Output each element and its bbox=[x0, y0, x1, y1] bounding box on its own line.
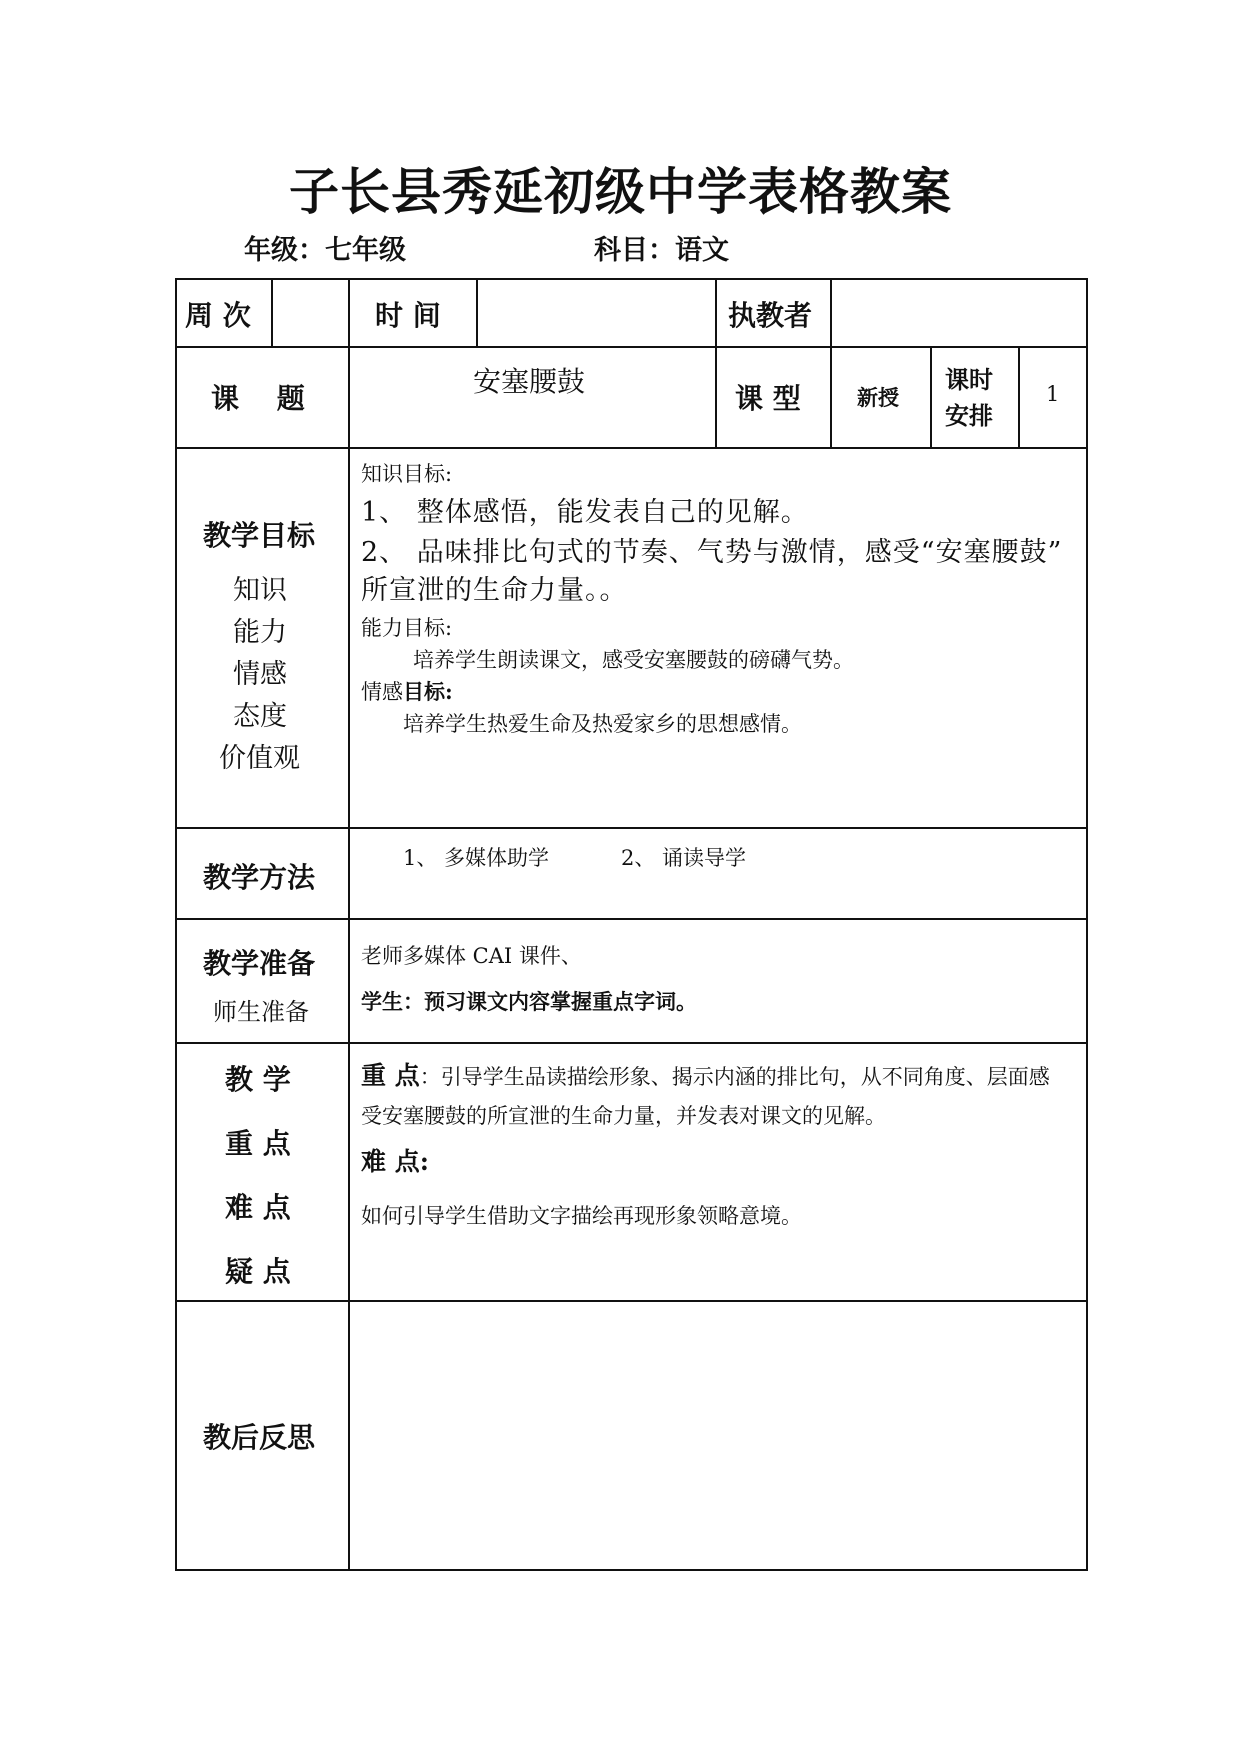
key-point-title: 重 点 bbox=[361, 1061, 420, 1090]
method-label: 教学方法 bbox=[203, 861, 316, 894]
focus-label: 教 学 bbox=[225, 1063, 291, 1096]
table-border bbox=[175, 1569, 1088, 1571]
ability-goal-title: 能力目标: bbox=[361, 616, 453, 640]
student-prep: 学生：预习课文内容掌握重点字词。 bbox=[361, 989, 697, 1014]
week-label: 周 次 bbox=[185, 299, 251, 332]
ability-goal-text: 培养学生朗读课文，感受安塞腰鼓的磅礴气势。 bbox=[413, 648, 854, 672]
method-item: 1、 多媒体助学 bbox=[403, 846, 550, 870]
teacher-label: 执教者 bbox=[728, 299, 813, 332]
lesson-type-value: 新授 bbox=[857, 385, 899, 410]
knowledge-goal-item: 2、 品味排比句式的节奏、气势与激情，感受“安塞腰鼓” bbox=[361, 537, 1063, 568]
reflection-label: 教后反思 bbox=[203, 1421, 316, 1454]
class-hours-label: 课时 bbox=[945, 365, 993, 394]
goals-label: 教学目标 bbox=[203, 519, 316, 552]
column-divider bbox=[348, 278, 350, 1570]
column-divider bbox=[476, 278, 478, 346]
emotion-goal-title bbox=[361, 676, 453, 706]
key-point bbox=[361, 1056, 1050, 1092]
table-border bbox=[1086, 278, 1088, 1570]
knowledge-goal-title: 知识目标: bbox=[361, 462, 453, 486]
focus-label: 重 点 bbox=[225, 1127, 291, 1160]
row-divider bbox=[175, 1042, 1088, 1044]
knowledge-goal-item: 1、 整体感悟，能发表自己的见解。 bbox=[361, 497, 809, 528]
goals-sub-label: 能力 bbox=[233, 617, 287, 648]
class-hours-label: 安排 bbox=[945, 401, 993, 430]
class-hours-value: 1 bbox=[1046, 382, 1060, 406]
row-divider bbox=[175, 918, 1088, 920]
key-point-text: 受安塞腰鼓的所宣泄的生命力量，并发表对课文的见解。 bbox=[361, 1104, 886, 1128]
emotion-goal-text: 培养学生热爱生命及热爱家乡的思想感情。 bbox=[403, 712, 802, 736]
prep-label: 教学准备 bbox=[203, 947, 316, 980]
prep-sub-label: 师生准备 bbox=[213, 998, 309, 1026]
row-divider bbox=[175, 447, 1088, 449]
grade-label: 年级：七年级 bbox=[244, 235, 406, 266]
column-divider bbox=[715, 278, 717, 447]
focus-label: 难 点 bbox=[225, 1191, 291, 1224]
table-border bbox=[175, 278, 1088, 280]
goals-sub-label: 情感 bbox=[233, 659, 287, 690]
difficult-point-title: 难 点: bbox=[361, 1147, 429, 1176]
subject-label: 科目：语文 bbox=[594, 235, 729, 266]
goals-sub-label: 价值观 bbox=[219, 743, 300, 774]
lesson-plan-table bbox=[175, 278, 1088, 1570]
method-item: 2、 诵读导学 bbox=[621, 846, 747, 870]
column-divider bbox=[1018, 346, 1020, 447]
difficult-point-text: 如何引导学生借助文字描绘再现形象领略意境。 bbox=[361, 1204, 802, 1228]
column-divider bbox=[830, 278, 832, 447]
emotion-goal-title-suffix: 目标: bbox=[403, 679, 453, 704]
time-label: 时 间 bbox=[375, 299, 441, 332]
key-point-text: ：引导学生品读描绘形象、揭示内涵的排比句，从不同角度、层面感 bbox=[419, 1065, 1050, 1089]
topic-value: 安塞腰鼓 bbox=[473, 365, 586, 398]
goals-sub-label: 知识 bbox=[233, 575, 287, 606]
emotion-goal-title-prefix: 情感 bbox=[361, 680, 403, 704]
page-title: 子长县秀延初级中学表格教案 bbox=[289, 162, 952, 221]
column-divider bbox=[271, 278, 273, 346]
column-divider bbox=[930, 346, 932, 447]
row-divider bbox=[175, 346, 1088, 348]
table-border bbox=[175, 278, 177, 1570]
focus-label: 疑 点 bbox=[225, 1255, 291, 1288]
lesson-type-label: 课 型 bbox=[735, 382, 801, 415]
row-divider bbox=[175, 827, 1088, 829]
teacher-prep: 老师多媒体 CAI 课件、 bbox=[361, 944, 582, 968]
row-divider bbox=[175, 1300, 1088, 1302]
topic-label: 课 题 bbox=[211, 382, 305, 415]
goals-sub-label: 态度 bbox=[233, 701, 287, 732]
knowledge-goal-item: 所宣泄的生命力量。。 bbox=[361, 575, 628, 606]
